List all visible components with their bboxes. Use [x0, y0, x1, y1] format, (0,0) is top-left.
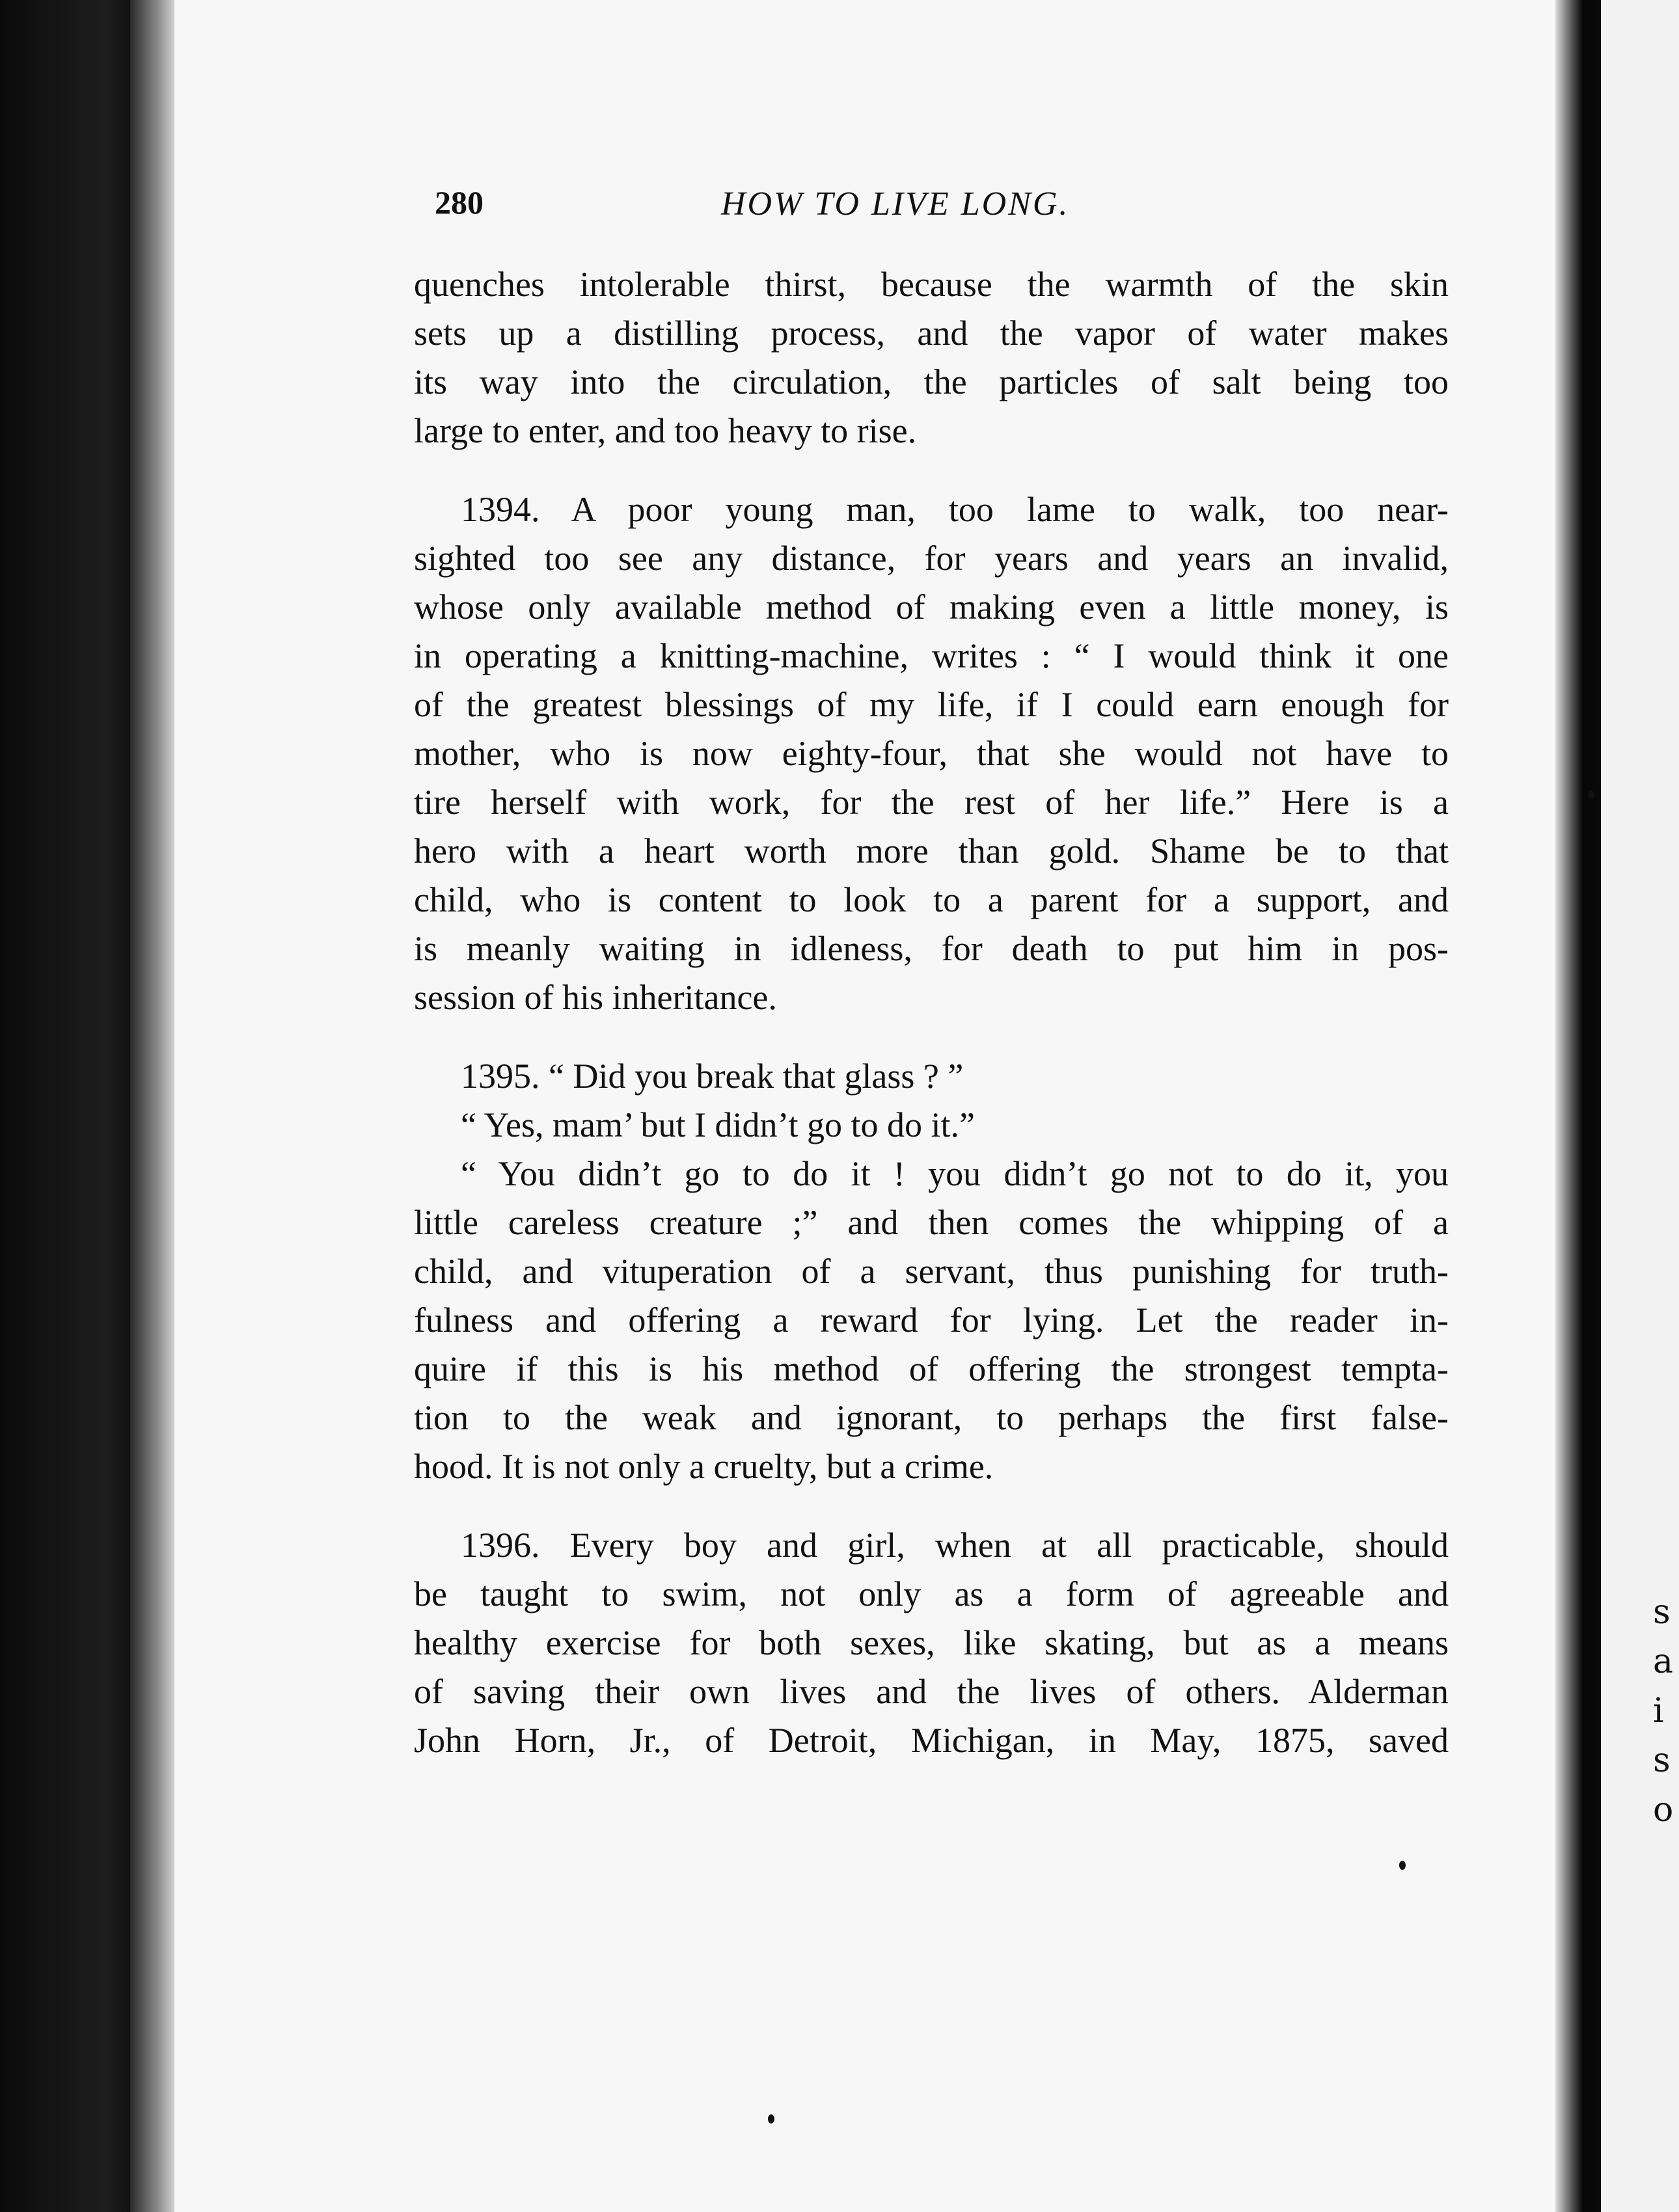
- text-line: 1395. “ Did you break that glass ? ”: [461, 1057, 964, 1096]
- scan-speck: [768, 2114, 774, 2124]
- text-line: is meanly waiting in idleness, for death to put him in pos-: [414, 929, 1449, 968]
- facing-letter: i: [1653, 1692, 1664, 1731]
- paragraph-continued: [414, 260, 1449, 455]
- book-gutter: [1555, 0, 1601, 2212]
- text-line: of saving their own lives and the lives of others. Alderman: [414, 1672, 1449, 1711]
- text-line: fulness and offering a reward for lying. Let the reader in-: [414, 1301, 1449, 1340]
- text-line: child, who is content to look to a parent for a support, and: [414, 880, 1449, 919]
- facing-page-letters: [1653, 1587, 1673, 1835]
- text-line: healthy exercise for both sexes, like skating, but as a means: [414, 1623, 1449, 1662]
- text-line: of the greatest blessings of my life, if I could earn enough for: [414, 685, 1449, 724]
- text-line: tire herself with work, for the rest of her life.” Here is a: [414, 783, 1449, 822]
- text-line: session of his inheritance.: [414, 978, 777, 1017]
- text-line: hood. It is not only a cruelty, but a crime.: [414, 1447, 994, 1486]
- text-line: hero with a heart worth more than gold. Shame be to that: [414, 831, 1449, 870]
- text-line: tion to the weak and ignorant, to perhaps the first false-: [414, 1398, 1449, 1437]
- paragraph-1395-continued: [414, 1150, 1449, 1491]
- text-line: in operating a knitting-machine, writes : “ I would think it one: [414, 636, 1449, 675]
- text-line: whose only available method of making even a little money, is: [414, 587, 1449, 627]
- text-line: mother, who is now eighty-four, that she would not have to: [414, 734, 1449, 773]
- text-line: sighted too see any distance, for years and years an invalid,: [414, 539, 1449, 578]
- text-line: its way into the circulation, the particles of salt being too: [414, 362, 1449, 401]
- scan-speck: [1588, 790, 1594, 800]
- text-line: quire if this is his method of offering the strongest tempta-: [414, 1349, 1449, 1388]
- book-spine-shadow: [0, 0, 130, 2212]
- scan-speck: [1399, 1861, 1406, 1870]
- facing-page-edge: [1601, 0, 1679, 2212]
- paragraph-1395: [414, 1052, 1449, 1101]
- body-text: [414, 260, 1449, 1795]
- facing-letter: s: [1653, 1593, 1671, 1632]
- text-line: John Horn, Jr., of Detroit, Michigan, in May, 1875, saved: [414, 1721, 1449, 1760]
- text-line: sets up a distilling process, and the vapor of water makes: [414, 314, 1449, 353]
- paragraph-1395-reply: [414, 1101, 1449, 1150]
- text-line: be taught to swim, not only as a form of agreeable and: [414, 1574, 1449, 1613]
- text-line: 1394. A poor young man, too lame to walk, too near-: [461, 490, 1449, 529]
- facing-letter: a: [1653, 1642, 1674, 1681]
- text-line: large to enter, and too heavy to rise.: [414, 411, 917, 450]
- paragraph-1396: [414, 1521, 1449, 1765]
- page-header: [435, 183, 1151, 236]
- text-line: little careless creature ;” and then comes the whipping of a: [414, 1203, 1449, 1242]
- text-line: 1396. Every boy and girl, when at all practicable, should: [461, 1526, 1449, 1565]
- page-edge-left: [130, 0, 176, 2212]
- text-line: “ You didn’t go to do it ! you didn’t go not to do it, you: [461, 1154, 1449, 1193]
- text-line: child, and vituperation of a servant, thus punishing for truth-: [414, 1252, 1449, 1291]
- running-title: HOW TO LIVE LONG.: [721, 185, 1070, 223]
- page-number: 280: [435, 184, 484, 221]
- text-line: quenches intolerable thirst, because the warmth of the skin: [414, 265, 1449, 304]
- facing-letter: o: [1653, 1790, 1674, 1829]
- paragraph-1394: [414, 485, 1449, 1022]
- facing-letter: s: [1653, 1741, 1671, 1780]
- text-line: “ Yes, mam’ but I didn’t go to do it.”: [461, 1105, 975, 1144]
